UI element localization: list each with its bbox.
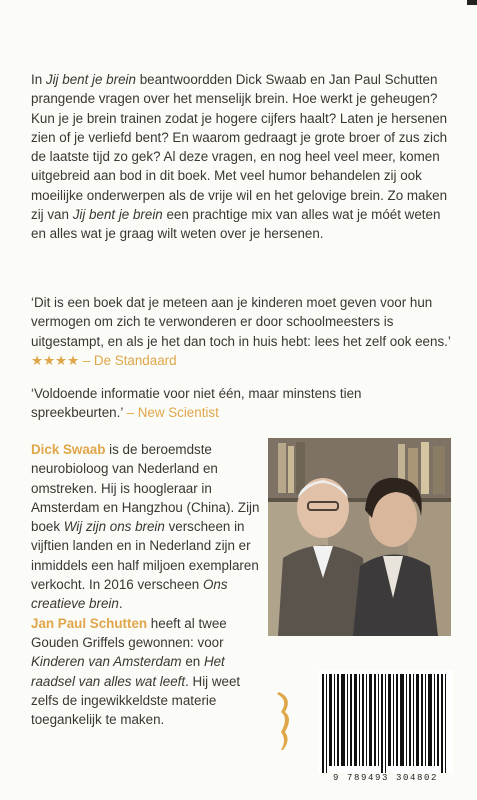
intro-text-b: beantwoordden Dick Swaab en Jan Paul Schutten prangende vragen over het menselijk brein. Hoe werkt je geheugen? Kun je je brein trainen zodat je hogere cijfers haalt? Laten je hersenen zien of je verliefd bent? En waarom gedraagt je grote broer of zus zich de laatste tijd zo gek? Al deze vragen, en nog heel veel meer, komen uitgebreid aan bod in dit boek. Met veel humor behandelen zij ook moeilijke onderwerpen als de vrije wil en het gelovige brein. Zo maken zij van	[31, 72, 448, 223]
book-title: Kinderen van Amsterdam	[31, 654, 182, 670]
bio-text: .	[118, 596, 123, 612]
author-name-swaab: Dick Swaab	[31, 442, 106, 457]
author-photo	[268, 438, 451, 636]
rating-stars: ★★★★	[31, 352, 80, 368]
bio-text: verscheen in vijftien landen en in Nederland zijn er inmiddels een half miljoen exemplaren verkocht. In 2016 verscheen	[31, 519, 259, 593]
quote-text: ‘Voldoende informatie voor niet één, maar minstens tien spreekbeurten.’	[31, 386, 362, 421]
bio-text: is de beroemdste neurobioloog van Nederland en omstreken. Hij is hoogleraar in Amsterdam en Hangzhou (China). Zijn boek	[31, 442, 260, 535]
intro-book-title: Jij bent je brein	[45, 72, 136, 87]
author-bio	[31, 440, 266, 729]
review-quote-standaard	[31, 293, 451, 370]
quote-text: ‘Dit is een boek dat je meteen aan je kinderen moet geven voor hun vermogen om zich te verwonderen er door schoolmeesters is uitgestampt, en als je het dan toch in huis hebt: lees het zelf ook eens.’	[31, 295, 451, 349]
bio-text: heeft al twee Gouden Griffels gewonnen: voor	[31, 615, 227, 650]
bio-text: en	[181, 654, 204, 670]
barcode	[318, 670, 453, 773]
bio-text: . Hij weet zelfs de ingewikkeldste materie toegankelijk te maken.	[31, 673, 241, 728]
intro-book-title-2: Jij bent je brein	[72, 207, 163, 223]
intro-text-a: In	[31, 72, 46, 87]
corner-mark	[467, 0, 477, 5]
intro-paragraph	[31, 70, 451, 244]
intro-text-c: een prachtige mix van alles wat je móét weten en alles wat je graag wilt weten over je hersenen.	[31, 207, 441, 242]
publisher-logo-icon	[273, 688, 295, 754]
quote-source: – New Scientist	[126, 405, 219, 421]
book-title: Ons creatieve brein	[31, 577, 228, 612]
book-title: Het raadsel van alles wat leeft	[31, 654, 225, 689]
review-quote-new-scientist	[31, 384, 451, 423]
author-name-schutten: Jan Paul Schutten	[31, 615, 148, 631]
book-title: Wij zijn ons brein	[63, 519, 165, 535]
quote-source: – De Standaard	[79, 352, 177, 368]
isbn-number: 9 789493 304802	[332, 773, 438, 783]
